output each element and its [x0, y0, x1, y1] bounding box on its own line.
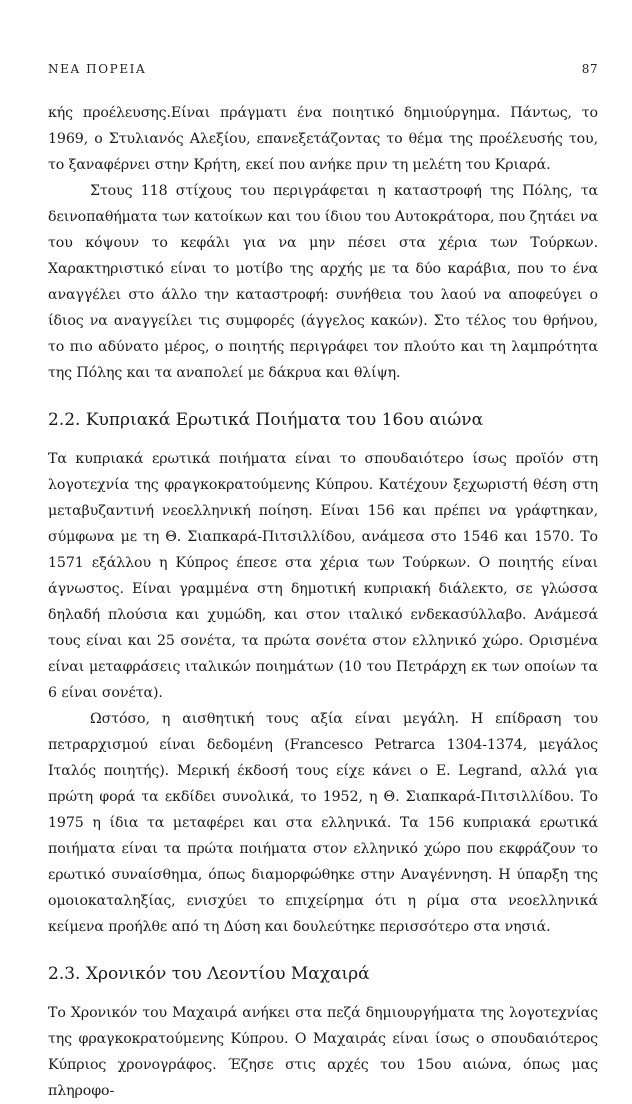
- paragraph-continuation: κής προέλευσης.Είναι πράγματι ένα ποιητικό δημιούργημα. Πάντως, το 1969, ο Στυλιανός Αλεξίου, επανεξετάζοντας το θέμα της προέλευσής του, το ξαναφέρνει στην Κρήτη, εκεί που ανήκε πριν τη μελέτη του Κριαρά.: [48, 105, 598, 173]
- paragraph-cypriot-poems: Τα κυπριακά ερωτικά ποιήματα είναι το σπουδαιότερο ίσως προϊόν στη λογοτεχνία της φραγκοκρατούμενης Κύπρου. Κατέχουν ξεχωριστή θέση στη μεταβυζαντινή νεοελληνική ποίηση. Είναι 156 και πρέπει να γράφτηκαν, σύμφωνα με τη Θ. Σιαπκαρά-Πιτσιλλίδου, ανάμεσα στο 1546 και 1570. Το 1571 εξάλλου η Κύπρος έπεσε στα χέρια των Τούρκων. Ο ποιητής είναι άγνωστος. Είναι γραμμένα στη δημοτική κυπριακή διάλεκτο, σε γλώσσα δηλαδή πλούσια και χυμώδη, και στον ιταλικό ενδεκασύλλαβο. Ανάμεσά τους είναι και 25 σονέτα, τα πρώτα σονέτα στον ελληνικό χώρο. Ορισμένα είναι μεταφράσεις ιταλικών ποιημάτων (10 του Πετράρχη εκ των οποίων τα 6 είναι σονέτα).: [48, 451, 598, 701]
- section-heading-2-2: 2.2. Κυπριακά Ερωτικά Ποιήματα του 16ου αιώνα: [48, 410, 484, 430]
- page-number: 87: [581, 62, 598, 76]
- paragraph-aesthetic-value: Ωστόσο, η αισθητική τους αξία είναι μεγάλη. Η επίδραση του πετραρχισμού είναι δεδομένη (Francesco Petrarca 1304-1374, μεγάλος Ιταλός ποιητής). Μερική έκδοσή τους είχε κάνει ο E. Legrand, αλλά για πρώτη φορά τα εκδίδει συνολικά, το 1952, η Θ. Σιαπκαρά-Πιτσιλλίδου. Το 1975 η ίδια τα μεταφέρει και στα ελληνικά. Τα 156 κυπριακά ερωτικά ποιήματα είναι τα πρώτα ποιήματα στον ελληνικό χώρο που εκφράζουν το ερωτικό συναίσθημα, όπως διαμορφώθηκε στην Αναγέννηση. Η ύπαρξη της ομοιοκαταληξίας, ενισχύει το επιχείρημα ότι η ρίμα στα νεοελληνικά κείμενα προήλθε από τη Δύση και δουλεύτηκε περισσότερο στα νησιά.: [48, 711, 598, 935]
- journal-title: ΝΕΑ ΠΟΡΕΙΑ: [48, 62, 147, 76]
- paragraph-machairas-chronicle: Το Χρονικόν του Μαχαιρά ανήκει στα πεζά δημιουργήματα της λογοτεχνίας της φραγκοκρατούμενης Κύπρου. Ο Μαχαιράς είναι ίσως ο σπουδαιότερος Κύπριος χρονογράφος. Έζησε στις αρχές του 15ου αιώνα, όπως μας πληροφο-: [48, 1005, 598, 1099]
- paragraph-lament-description: Στους 118 στίχους του περιγράφεται η καταστροφή της Πόλης, τα δεινοπαθήματα των κατοίκων και του ίδιου του Αυτοκράτορα, που ζητάει να του κόψουν το κεφάλι για να μην πέσει στα χέρια των Τούρκων. Χαρακτηριστικό είναι το μοτίβο της αρχής με τα δύο καράβια, που το ένα αναγγέλει στο άλλο την καταστροφή: συνήθεια του λαού να αποφεύγει ο ίδιος να αναγγείλει τις συμφορές (άγγελος κακών). Στο τέλος του θρήνου, το πιο αδύνατο μέρος, ο ποιητής περιγράφει τον πλούτο και τη λαμπρότητα της Πόλης και τα αναπολεί με δάκρυα και θλίψη.: [48, 183, 598, 381]
- document-page: [48, 56, 598, 1104]
- section-heading-2-3: 2.3. Χρονικόν του Λεοντίου Μαχαιρά: [48, 964, 370, 984]
- running-header: [48, 56, 598, 82]
